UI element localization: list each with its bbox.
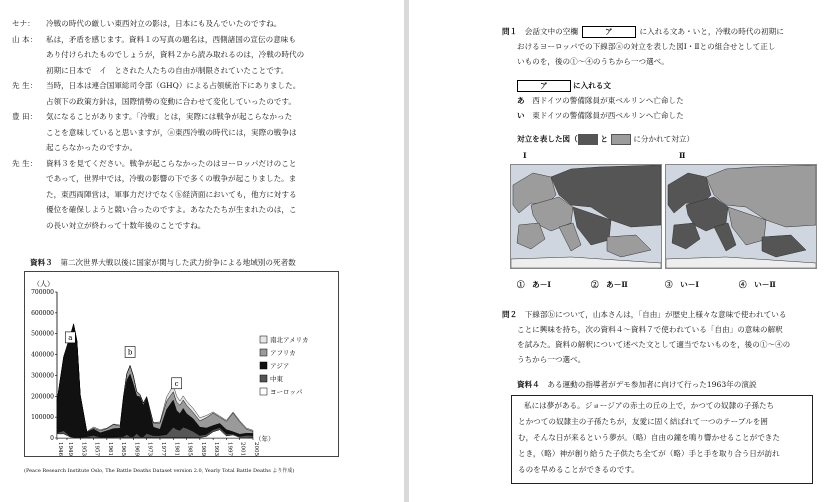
y-tick-label: 300000 — [31, 372, 54, 380]
annotation-label: b — [127, 348, 133, 357]
speech-line: るのを早めることができるのです。 — [518, 465, 639, 474]
opt-a-text: 西ドイツの警備隊員が東ベルリンへ亡命した — [532, 96, 684, 105]
x-tick-label: 1961 — [106, 442, 113, 456]
x-tick-label: 1973 — [146, 442, 153, 456]
dialog-line: た，東西両陣営は，軍事力だけでなくⓑ経済面においても，他方に対する — [46, 189, 297, 199]
x-tick-label: 1965 — [120, 442, 127, 456]
speech-line: む，そんな日が来るという夢が。（略）自由の鐘を鳴り響かせることができた — [518, 433, 780, 442]
y-tick-label: 500000 — [31, 330, 54, 338]
map-2 — [665, 164, 817, 269]
q1-post: に入れる文あ・いと，冷戦の時代の初期に — [639, 27, 784, 36]
x-tick-label: 1957 — [93, 442, 100, 456]
x-tick-label: 1953 — [80, 442, 87, 456]
legend-label: ヨーロッパ — [270, 388, 303, 396]
opt-i-text: 東ドイツの警備隊員が西ベルリンへ亡命した — [532, 111, 684, 120]
speech-line: とき，（略）神が創り給うた子供たち全てが（略）手と手を取り合う日が訪れ — [518, 449, 780, 458]
annotation-label: c — [174, 379, 179, 388]
x-tick-label: 1989 — [199, 442, 206, 456]
dialog-line: 起こらなかったのですか。 — [46, 143, 138, 152]
dialog-line: ことを意味していると思いますが，ⓐ東西冷戦の時代には，実際の戦争は — [46, 127, 297, 137]
y-tick-label: 600000 — [31, 309, 54, 317]
x-tick-label: 1969 — [133, 442, 140, 456]
choice-4[interactable]: ④ い－Ⅱ — [739, 280, 776, 289]
x-tick-label: 1946 — [57, 442, 63, 456]
source4-title: ある運動の指導者がデモ参加者に向けて行った1963年の演説 — [547, 380, 757, 389]
legend-swatch — [260, 375, 267, 382]
legend-swatch — [260, 362, 267, 369]
dialog-line: 気になることがあります。「冷戦」とは，実際には戦争が起こらなかった — [46, 112, 293, 121]
dialog-speaker: 先 生： — [12, 158, 38, 168]
q2-line1-text: 下線部ⓑについて，山本さんは，「自由」が歴史上様々な意味で使われている — [524, 310, 787, 319]
map-1 — [510, 164, 662, 269]
q2-line3: を試みた。資料の解釈について述べた文として適当でないものを，後の①～④の — [517, 340, 791, 349]
y-tick-label: 0 — [50, 435, 54, 442]
legend-light-swatch — [611, 134, 631, 145]
x-tick-label: 1949 — [66, 442, 73, 456]
x-axis-label: （年） — [255, 435, 275, 443]
dialog-line: 資料３を見てください。戦争が起こらなかったのはヨーロッパだけのこと — [46, 158, 297, 168]
y-tick-label: 200000 — [31, 393, 54, 401]
legend-label: 南北アメリカ — [270, 336, 309, 344]
right-page — [409, 0, 836, 502]
legend-swatch — [260, 349, 267, 356]
y-tick-label: 400000 — [31, 351, 54, 359]
series-area-3 — [57, 324, 253, 434]
battle-deaths-chart — [25, 272, 338, 456]
q1-stem-line1 — [502, 26, 784, 38]
q2-line2: ことに興味を持ち，次の資料４～資料７で使われている「自由」の意味の解釈 — [517, 325, 783, 334]
choice-1[interactable]: ① あ－Ⅰ — [517, 280, 551, 289]
q1-stem-line2: おけるヨーロッパでの下線部ⓐの対立を表した図Ⅰ・Ⅱとの組合せとして正し — [517, 42, 776, 51]
dialog-line: 私は，矛盾を感じます。資料１の写真の題名は，西側諸国の宣伝の意味も — [46, 34, 296, 44]
dialog-speaker: 山 本： — [12, 34, 38, 44]
source4-heading — [517, 380, 757, 390]
dialog-speaker: 先 生： — [12, 81, 38, 90]
x-tick-label: 1985 — [186, 442, 193, 456]
speech-line: とかつての奴隷主の子孫たちが，友愛に固く結ばれて一つのテーブルを囲 — [518, 417, 768, 426]
source3-heading — [30, 258, 296, 268]
y-tick-label: 700000 — [31, 289, 54, 296]
map-caption-mid: と — [600, 134, 608, 144]
opt-i-mark: い — [517, 111, 525, 120]
chart-frame — [24, 271, 339, 457]
dialog-line: の長い対立が終わって十数年後のことですね。 — [46, 220, 206, 230]
map-caption — [517, 134, 694, 145]
series-area-4 — [57, 324, 253, 432]
x-tick-label: 1993 — [213, 442, 220, 456]
annotation-label: a — [68, 333, 73, 342]
left-page — [0, 0, 404, 502]
source4-label: 資料４ — [517, 380, 540, 389]
map2-label: Ⅱ — [679, 151, 686, 160]
opt-a-mark: あ — [517, 96, 525, 105]
q1-box-title — [517, 80, 611, 92]
source3-label: 資料３ — [30, 258, 53, 267]
x-tick-label: 1977 — [159, 442, 166, 456]
legend-dark-swatch — [578, 134, 598, 145]
speech-box — [511, 395, 813, 484]
x-tick-label: 2001 — [239, 442, 246, 456]
source3-title: 第二次世界大戦以後に国家が関与した武力紛争による地域別の死者数 — [60, 258, 296, 267]
dialog-line: 初期に日本で イ とされた人たちの自由が制限されていたことです。 — [46, 65, 289, 75]
choice-2[interactable]: ② あ－Ⅱ — [591, 280, 628, 289]
q1-stem-line3: いものを，後の①～④のうちから一つ選べ。 — [517, 57, 669, 66]
legend-label: アジア — [270, 362, 290, 370]
dialog-line: 優位を確保しようと競い合ったのですよ。あなたたちが生まれたのは，こ — [46, 205, 297, 214]
dialog-line: 冷戦の時代の厳しい東西対立の影は，日本にも及んでいたのですね。 — [46, 19, 282, 28]
x-tick-label: 1981 — [173, 442, 180, 456]
choice-3[interactable]: ③ い－Ⅰ — [665, 280, 699, 289]
europe-map-2 — [666, 165, 816, 268]
q1-pre: 会話文中の空欄 — [524, 27, 578, 36]
chart-source: (Peace Research Institute Oslo, The Battle Deaths Dataset version 2.0, Yearly Total Battle Deaths より作成) — [24, 468, 295, 474]
dialog-speaker: セナ： — [12, 19, 35, 28]
dialog-line: であって，世界中では，冷戦の影響の下で多くの戦争が起こりました。ま — [46, 174, 297, 183]
legend-label: 中東 — [270, 375, 283, 383]
q1-box-blank: ア — [517, 80, 571, 92]
legend-swatch — [260, 388, 267, 395]
q2-line4: うちから一つ選べ。 — [517, 355, 586, 364]
map1-label: Ⅰ — [523, 151, 527, 160]
q1-option-a — [517, 96, 684, 106]
dialog-line: 当時，日本は連合国軍総司令部（GHQ）による占領統治下にありました。 — [46, 81, 301, 90]
q1-option-i — [517, 111, 684, 121]
europe-map-1 — [511, 165, 661, 268]
map-caption-pre: 対立を表した図（ — [517, 134, 578, 144]
dialog-line: あり付けられたものでしょうが，資料２から読み取れるのは，冷戦の時代の — [46, 50, 305, 59]
q1-blank-a: ア — [582, 26, 636, 38]
y-tick-label: 100000 — [31, 414, 54, 422]
q2-line1 — [502, 310, 786, 320]
legend-label: アフリカ — [270, 349, 296, 357]
dialog-line: 占領下の政策方針は，国際情勢の変動に合わせて変化していったのです。 — [46, 96, 296, 106]
x-tick-label: 1997 — [226, 442, 233, 456]
speech-line: 私には夢がある。ジョージアの赤土の丘の上で，かつての奴隷の子孫たち — [524, 401, 775, 410]
y-unit-label: （人） — [33, 280, 54, 288]
x-tick-label: 2005 — [253, 442, 259, 456]
map-caption-post: に分かれて対立） — [633, 134, 695, 144]
legend-swatch — [260, 336, 267, 343]
q2-label: 問２ — [502, 310, 518, 319]
q1-label: 問１ — [502, 27, 518, 36]
q1-box-suffix: に入れる文 — [573, 81, 611, 90]
dialog-speaker: 豊 田： — [12, 112, 38, 121]
